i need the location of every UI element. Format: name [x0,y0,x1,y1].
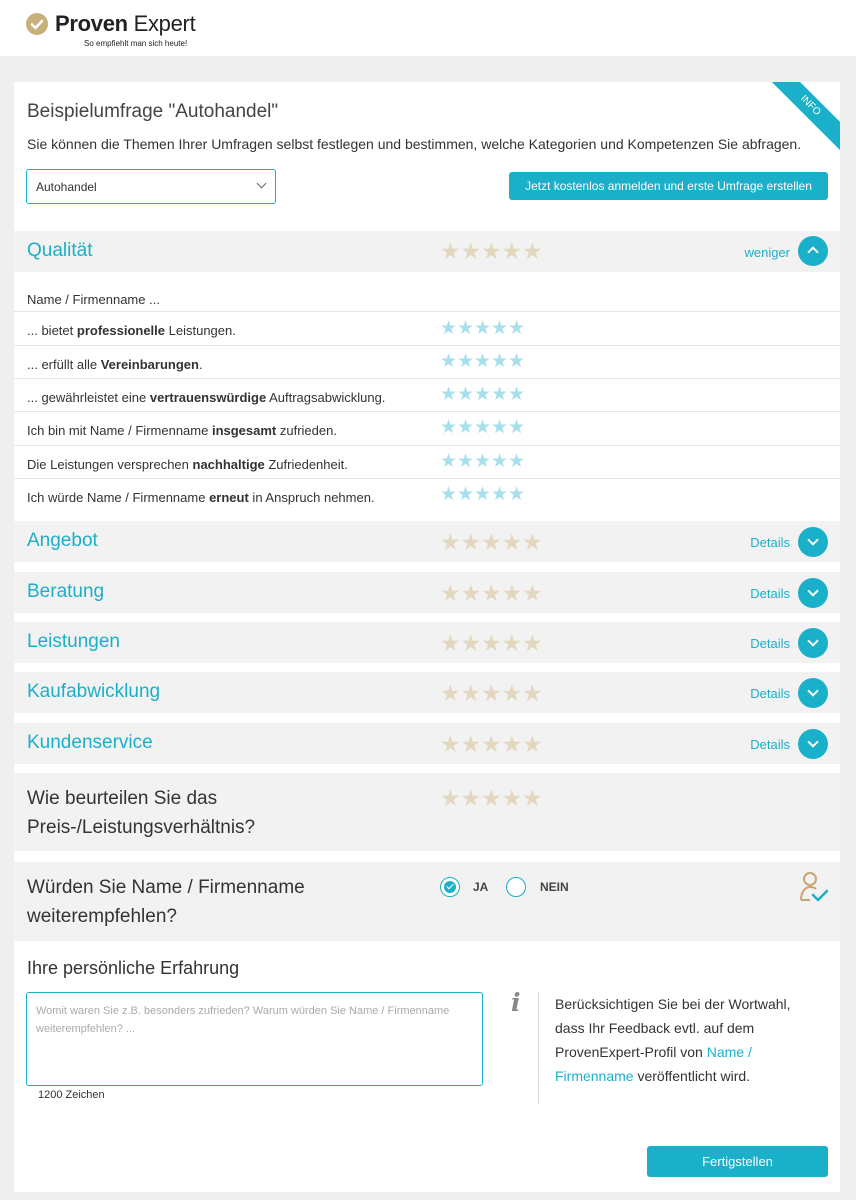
details-link[interactable]: Details [750,636,790,651]
chevron-up-icon[interactable] [798,236,828,266]
chevron-down-icon[interactable] [798,578,828,608]
experience-title: Ihre persönliche Erfahrung [27,958,240,978]
star-icon[interactable]: ★ [481,529,502,555]
sub-rating[interactable] [440,453,525,470]
star-icon[interactable]: ★ [457,417,475,438]
sub-criterion-row [14,446,840,479]
star-icon[interactable]: ★ [457,451,475,472]
star-icon[interactable]: ★ [522,580,543,606]
star-icon[interactable]: ★ [508,451,526,472]
survey-subtitle: Sie können die Themen Ihrer Umfragen selbst festlegen und bestimmen, welche Kategorien und Kompetenzen Sie abfragen. [27,136,802,152]
star-icon[interactable]: ★ [481,630,502,656]
category-header[interactable] [14,622,840,663]
star-icon[interactable]: ★ [501,731,523,757]
register-button[interactable]: Jetzt kostenlos anmelden und erste Umfrage erstellen [509,172,828,200]
star-icon[interactable]: ★ [474,318,492,339]
star-icon[interactable]: ★ [440,484,458,505]
star-icon[interactable]: ★ [460,580,482,606]
quality-intro: Name / Firmenname ... [27,292,160,307]
details-link[interactable]: Details [750,686,790,701]
chevron-down-icon[interactable] [798,527,828,557]
category-header[interactable] [14,572,840,613]
star-icon[interactable]: ★ [522,529,543,555]
category-title: Kundenservice [27,732,153,753]
recommend-question [14,862,840,941]
star-icon[interactable]: ★ [440,680,461,706]
recommend-person-icon [798,870,830,904]
category-rating[interactable] [440,580,543,606]
star-icon[interactable]: ★ [491,451,509,472]
star-icon[interactable]: ★ [440,529,461,555]
sub-criterion-text: ... gewährleistet eine vertrauenswürdige Auftragsabwicklung. [27,390,386,405]
category-header[interactable] [14,521,840,562]
star-icon[interactable]: ★ [481,731,502,757]
star-icon[interactable]: ★ [474,417,492,438]
select-value: Autohandel [36,180,97,194]
star-icon[interactable]: ★ [501,529,523,555]
category-header[interactable] [14,231,840,272]
star-icon[interactable]: ★ [491,417,509,438]
category-rating[interactable] [440,238,543,264]
star-icon[interactable]: ★ [460,238,482,264]
details-link[interactable]: Details [750,586,790,601]
finish-button[interactable]: Fertigstellen [647,1146,828,1177]
star-icon[interactable]: ★ [508,318,526,339]
category-toggle-label[interactable]: weniger [744,245,790,260]
star-icon[interactable]: ★ [522,680,543,706]
star-icon[interactable]: ★ [474,451,492,472]
star-icon[interactable]: ★ [440,351,458,372]
chevron-down-icon[interactable] [798,729,828,759]
recommend-no-radio[interactable] [506,877,526,897]
price-question [14,773,840,851]
star-icon[interactable]: ★ [522,731,543,757]
logo-tagline: So empfiehlt man sich heute! [84,39,188,48]
survey-card [14,82,840,1192]
star-icon[interactable]: ★ [501,680,523,706]
details-link[interactable]: Details [750,737,790,752]
star-icon[interactable]: ★ [508,484,526,505]
star-icon[interactable]: ★ [460,680,482,706]
info-icon: i [511,988,521,1017]
star-icon[interactable]: ★ [457,484,475,505]
recommend-yes-label[interactable]: JA [473,880,489,894]
survey-template-select[interactable] [26,169,276,204]
star-icon[interactable]: ★ [460,630,482,656]
star-icon[interactable]: ★ [522,785,543,811]
category-rating[interactable] [440,680,543,706]
star-icon[interactable]: ★ [501,785,523,811]
star-icon[interactable]: ★ [481,680,502,706]
recommend-question-text: Würden Sie Name / Firmenname weiterempfehlen? [27,877,305,927]
star-icon[interactable]: ★ [440,731,461,757]
star-icon[interactable]: ★ [491,318,509,339]
category-header[interactable] [14,672,840,713]
category-title: Beratung [27,581,105,602]
sub-rating[interactable] [440,419,525,436]
category-rating[interactable] [440,731,543,757]
chevron-down-icon[interactable] [798,628,828,658]
recommend-no-label[interactable]: NEIN [540,880,569,894]
experience-textarea[interactable] [26,992,483,1086]
star-icon[interactable]: ★ [508,417,526,438]
chevron-down-icon[interactable] [798,678,828,708]
sub-criterion-row [14,379,840,412]
star-icon[interactable]: ★ [508,351,526,372]
price-rating[interactable] [440,785,543,811]
category-rating[interactable] [440,630,543,656]
star-icon[interactable]: ★ [474,384,492,405]
sub-criterion-text: ... erfüllt alle Vereinbarungen. [27,357,203,372]
star-icon[interactable]: ★ [440,580,461,606]
sub-criterion-row [14,346,840,379]
category-rating[interactable] [440,529,543,555]
profile-link[interactable]: Name / Firmenname [555,1044,752,1084]
publication-note: Berücksichtigen Sie bei der Wortwahl, dass Ihr Feedback evtl. auf dem ProvenExpert-Profil von Name / Firmenname veröffentlicht wird. [538,992,808,1104]
sub-rating[interactable] [440,486,525,503]
star-icon[interactable]: ★ [457,318,475,339]
star-icon[interactable]: ★ [501,580,523,606]
star-icon[interactable]: ★ [474,484,492,505]
sub-criterion-text: ... bietet professionelle Leistungen. [27,323,236,338]
sub-rating[interactable] [440,353,525,370]
star-icon[interactable]: ★ [508,384,526,405]
star-icon[interactable]: ★ [522,630,543,656]
logo[interactable]: Proven Expert [55,11,196,36]
category-title: Qualität [27,240,93,261]
category-title: Kaufabwicklung [27,681,161,702]
star-icon[interactable]: ★ [474,351,492,372]
price-question-text: Wie beurteilen Sie das Preis-/Leistungsverhältnis? [27,788,256,838]
star-icon[interactable]: ★ [440,785,461,811]
star-icon[interactable]: ★ [440,451,458,472]
star-icon[interactable]: ★ [457,351,475,372]
star-icon[interactable]: ★ [522,238,543,264]
details-link[interactable]: Details [750,535,790,550]
star-icon[interactable]: ★ [501,630,523,656]
quality-intro-row [14,279,840,312]
sub-criterion-row [14,479,840,515]
star-icon[interactable]: ★ [481,785,502,811]
star-icon[interactable]: ★ [481,238,502,264]
category-title: Leistungen [27,631,120,652]
sub-criterion-row [14,312,840,346]
category-title: Angebot [27,530,98,551]
top-bar [0,0,856,56]
star-icon[interactable]: ★ [457,384,475,405]
info-ribbon[interactable]: INFO [761,82,840,155]
recommend-yes-radio[interactable] [440,877,460,897]
sub-criterion-text: Ich würde Name / Firmenname erneut in Anspruch nehmen. [27,490,375,505]
textarea-placeholder: Womit waren Sie z.B. besonders zufrieden? Warum würden Sie Name / Firmenname weiterempfehlen? ... [36,1005,450,1035]
survey-title: Beispielumfrage "Autohandel" [27,101,279,122]
star-icon[interactable]: ★ [460,529,482,555]
star-icon[interactable]: ★ [501,238,523,264]
logo-check-icon [26,13,48,35]
star-icon[interactable]: ★ [491,351,509,372]
sub-rating[interactable] [440,386,525,403]
star-icon[interactable]: ★ [491,484,509,505]
star-icon[interactable]: ★ [440,417,458,438]
star-icon[interactable]: ★ [440,630,461,656]
sub-criterion-text: Die Leistungen versprechen nachhaltige Zufriedenheit. [27,457,348,472]
char-count: 1200 Zeichen [38,1089,105,1101]
star-icon[interactable]: ★ [460,785,482,811]
star-icon[interactable]: ★ [491,384,509,405]
star-icon[interactable]: ★ [440,238,461,264]
sub-rating[interactable] [440,320,525,337]
category-header[interactable] [14,723,840,764]
sub-criterion-row [14,412,840,446]
sub-criterion-text: Ich bin mit Name / Firmenname insgesamt zufrieden. [27,423,337,438]
star-icon[interactable]: ★ [440,318,458,339]
chevron-down-icon [257,179,267,189]
star-icon[interactable]: ★ [460,731,482,757]
star-icon[interactable]: ★ [481,580,502,606]
star-icon[interactable]: ★ [440,384,458,405]
